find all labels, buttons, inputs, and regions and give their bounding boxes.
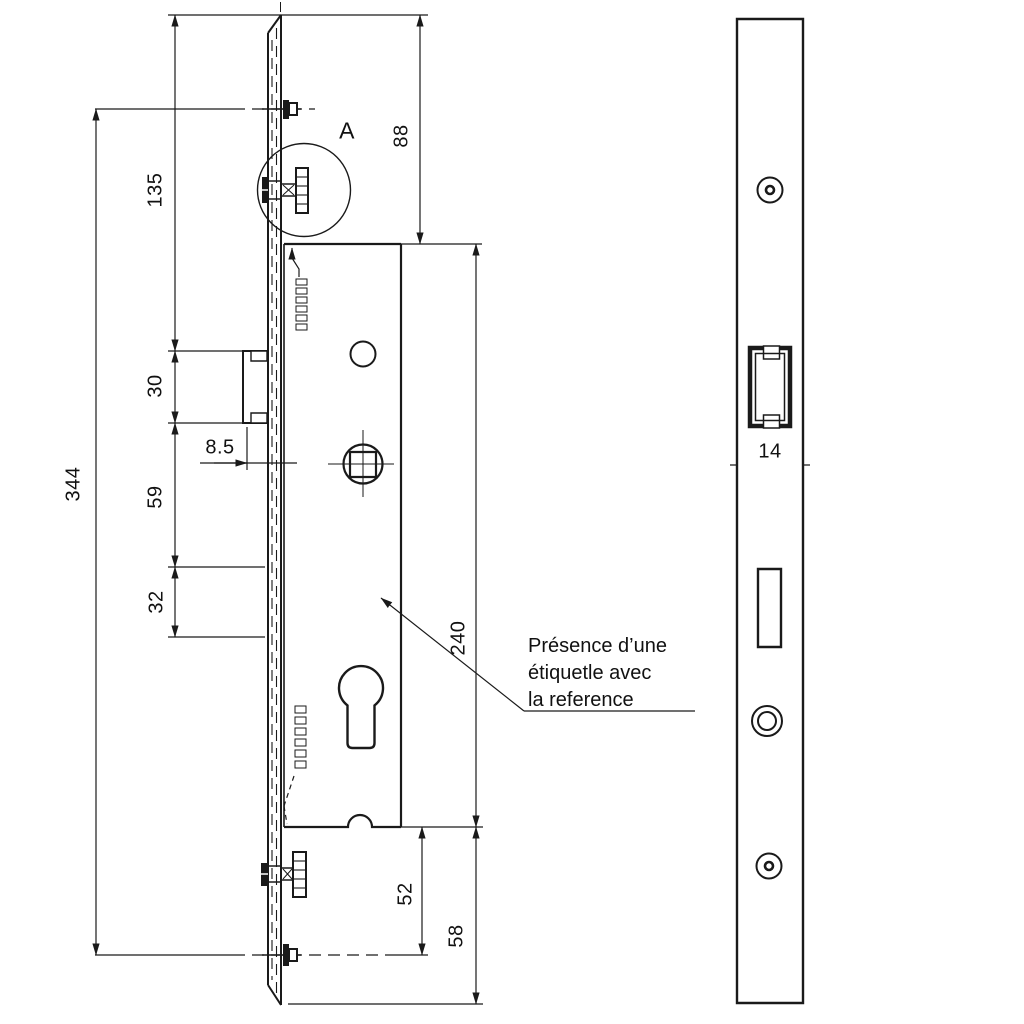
lock-case bbox=[284, 244, 401, 827]
cam-head bbox=[296, 168, 308, 213]
bolt-slot-opening bbox=[758, 569, 781, 647]
dim-344-label: 344 bbox=[62, 466, 85, 502]
latch-pocket-tab-bottom bbox=[251, 413, 267, 423]
dim-14-label: 14 bbox=[758, 440, 782, 463]
faceplate-top-bevel bbox=[268, 15, 281, 33]
spindle-follower bbox=[328, 430, 394, 497]
dim-30-label: 30 bbox=[144, 374, 167, 398]
annotation-note bbox=[528, 633, 667, 714]
dim-135-label: 135 bbox=[144, 172, 167, 208]
dim-88-label: 88 bbox=[390, 124, 413, 148]
detail-A-label: A bbox=[339, 117, 355, 144]
latch-pocket bbox=[243, 351, 268, 423]
latch-pocket-tab-top bbox=[251, 351, 267, 361]
left-view-lock-side bbox=[243, 2, 401, 1005]
dimension-lines bbox=[95, 15, 810, 1004]
annotation-line-3: la reference bbox=[528, 689, 634, 711]
dim-240-label: 240 bbox=[447, 620, 470, 656]
right-view-faceplate-front bbox=[737, 19, 803, 1003]
faceplate-edge bbox=[268, 2, 281, 1005]
reference-label-strip-bottom bbox=[284, 706, 306, 824]
euro-cylinder-hole bbox=[339, 666, 383, 748]
annotation-line-2: étiquetle avec bbox=[528, 662, 652, 684]
reference-label-strip-top bbox=[292, 248, 307, 330]
latch-tab-bottom bbox=[764, 415, 780, 428]
case-bottom-edge-with-notch bbox=[284, 815, 401, 827]
dim-32-label: 32 bbox=[145, 590, 168, 614]
dim-52-label: 52 bbox=[394, 882, 417, 906]
cam-head bbox=[293, 852, 306, 897]
dim-58-label: 58 bbox=[445, 924, 468, 948]
dim-59-label: 59 bbox=[144, 485, 167, 509]
faceplate-bottom-bevel bbox=[268, 985, 281, 1005]
faceplate-front bbox=[737, 19, 803, 1003]
dim-8-5-label: 8.5 bbox=[205, 436, 235, 459]
case-fixing-hole bbox=[351, 342, 376, 367]
latch-pocket-body bbox=[243, 351, 268, 423]
latch-tab-top bbox=[764, 346, 780, 359]
annotation-line-1: Présence d’une bbox=[528, 635, 667, 657]
